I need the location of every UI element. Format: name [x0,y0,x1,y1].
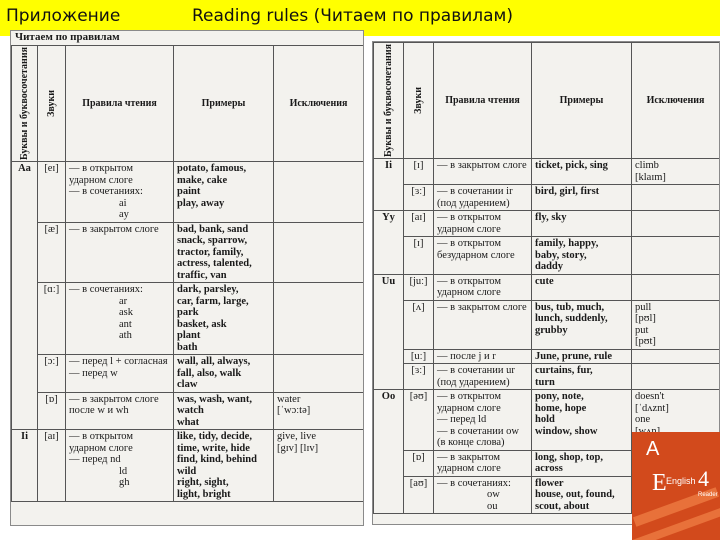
cover-letter: A [646,438,660,460]
rule-cell-line: — в закрытом слоге после w и wh [69,393,159,417]
rule-cell-line: — в открытом ударном слоге [437,275,501,299]
example-cell-line: actress, talented, [177,258,252,270]
exception-cell-line: [pʊl] [635,313,656,325]
example-cell-line: watch [177,405,204,417]
rule-cell [434,364,532,390]
header-rules: Правила чтения [434,43,532,159]
table-row [12,222,364,283]
exception-cell [274,162,364,223]
sound-cell: [uː] [404,349,434,364]
cover-grade: 4 [698,466,709,491]
rule-cell-line: — в открытом ударном слоге [437,212,501,235]
sound-cell: [ɒ] [404,450,434,476]
example-cell-line: light, bright [177,488,231,500]
exception-cell [632,300,720,349]
rule-cell-line: — в закрытом ударном слоге [437,451,501,475]
letter-cell: Uu [374,274,404,390]
exception-cell [274,283,364,355]
rule-cell-line: — в сочетаниях: [437,477,511,489]
letter-cell: Oo [374,390,404,514]
sound-cell: [əʊ] [404,390,434,451]
sound-cell: [aɪ] [404,211,434,237]
exception-cell-line: give, live [277,431,317,443]
example-cell [174,283,274,355]
header-letters: Буквы и буквосочетания [12,46,38,162]
example-cell [174,430,274,502]
example-cell-line: bus, tub, much, [535,301,605,313]
exception-cell [274,355,364,393]
exception-cell [274,222,364,283]
rule-cell-line: — в сочетании ur (под ударением) [437,365,515,388]
example-cell [532,274,632,300]
rule-cell-line: ld [119,465,128,477]
header-sounds: Звуки [38,46,66,162]
table-row [374,237,720,275]
rule-cell-line: — в открытом ударном слоге [69,163,133,186]
example-cell [532,300,632,349]
rule-cell-line: — в закрытом слоге [437,160,527,172]
table-row [374,185,720,211]
exception-cell-line: water [277,393,301,405]
example-cell-line: June, prune, rule [535,350,613,362]
exception-cell [632,185,720,211]
example-cell-line: long, shop, top, [535,451,603,463]
rule-cell-line: gh [119,477,130,489]
rule-cell-line: — в закрытом слоге [437,301,527,313]
example-cell-line: was, wash, want, [177,393,252,405]
rule-cell-line: ath [119,330,132,342]
exception-cell-line: climb [635,160,659,172]
example-cell [532,349,632,364]
exception-cell-line: [klaɪm] [635,171,666,183]
rule-cell-line: — в закрытом слоге [69,223,159,235]
rule-cell-line: — в открытом ударном слоге [69,431,133,454]
example-cell-line: ticket, pick, sing [535,160,608,172]
example-cell-line: snack, sparrow, [177,235,248,247]
example-cell-line: bird, girl, first [535,186,600,198]
example-cell-line: fly, sky [535,212,567,224]
letter-cell: Ii [12,430,38,502]
example-cell-line: like, tidy, decide, [177,431,252,443]
example-cell-line: what [177,416,200,428]
rule-cell [434,476,532,514]
example-cell-line: family, happy, [535,238,599,250]
example-cell-line: tractor, family, [177,246,244,258]
sound-cell: [ɑː] [38,283,66,355]
exception-cell-line: doesn't [635,391,665,403]
table-row [12,283,364,355]
rule-cell [434,274,532,300]
rule-cell [434,349,532,364]
example-cell [532,185,632,211]
example-cell [174,392,274,430]
example-cell-line: daddy [535,261,564,273]
rule-cell [434,390,532,451]
exception-cell-line: pull [635,301,652,313]
rule-cell-line: ou [487,500,498,512]
table-row [374,364,720,390]
letter-cell: Yy [374,211,404,275]
rule-cell [434,159,532,185]
example-cell-line: play, away [177,197,225,209]
rule-cell-line: — в открытом ударном слоге [437,391,501,414]
rule-cell [434,237,532,275]
example-cell [532,364,632,390]
example-cell-line: dark, parsley, [177,284,239,296]
rule-cell-line: ask [119,307,133,319]
table-row [374,211,720,237]
example-cell-line: plant [177,330,201,342]
rule-cell-line: — в сочетании ir (под ударением) [437,186,513,209]
rule-cell-line: — перед nd [69,454,121,466]
example-cell [532,211,632,237]
exception-cell-line: [ˈdʌznt] [635,402,669,414]
app-label: Приложение [6,6,121,26]
example-cell-line: potato, famous, [177,163,247,175]
exception-cell [274,392,364,430]
exception-cell [632,349,720,364]
table-row [12,392,364,430]
example-cell-line: find, kind, behind [177,454,257,466]
example-cell [532,237,632,275]
rule-cell [434,211,532,237]
rule-cell [66,392,174,430]
example-cell-line: turn [535,376,555,388]
example-cell-line: right, sight, [177,477,229,489]
example-cell-line: car, farm, large, [177,295,249,307]
rule-cell-line: ar [119,295,128,307]
example-cell-line: paint [177,186,201,198]
example-cell-line: across [535,463,563,475]
header-exceptions: Исключения [274,46,364,162]
letter-cell: Aa [12,162,38,430]
table-row [12,430,364,502]
example-cell-line: window, show [535,425,598,437]
example-cell-line: wall, all, always, [177,356,251,368]
letter-cell: Ii [374,159,404,211]
example-cell [174,162,274,223]
table-row [374,300,720,349]
exception-cell [632,274,720,300]
table-row [12,355,364,393]
example-cell-line: make, cake [177,174,228,186]
example-cell-line: claw [177,379,198,391]
exception-cell-line: [pʊt] [635,336,656,348]
sound-cell: [ɜː] [404,364,434,390]
example-cell [532,390,632,451]
rule-cell [434,185,532,211]
rule-cell [66,430,174,502]
header-letters: Буквы и буквосочетания [374,43,404,159]
header-rules: Правила чтения [66,46,174,162]
table-row [12,162,364,223]
rule-cell-line: — перед w [69,367,118,379]
example-cell [174,222,274,283]
cover-word: English [666,476,696,486]
header-exceptions: Исключения [632,43,720,159]
left-page-heading: Читаем по правилам [15,31,120,43]
rule-cell-line: — после j и r [437,350,496,362]
rule-cell-line: ow [487,489,500,501]
exception-cell [632,237,720,275]
cover-sub: Reader [698,492,718,498]
rule-cell [434,450,532,476]
example-cell-line: wild [177,465,197,477]
rule-cell [66,355,174,393]
exception-cell [632,211,720,237]
example-cell-line: grubby [535,324,568,336]
example-cell-line: traffic, van [177,269,227,281]
header-examples: Примеры [532,43,632,159]
rule-cell-line: ay [119,209,129,221]
example-cell-line: hold [535,414,555,426]
example-cell [532,450,632,476]
example-cell-line: scout, about [535,500,590,512]
left-scan-page [10,30,364,526]
sound-cell: [aʊ] [404,476,434,514]
example-cell-line: park [177,307,199,319]
exception-cell-line: one [635,414,651,426]
example-cell-line: basket, ask [177,318,227,330]
example-cell-line: house, out, found, [535,489,615,501]
example-cell-line: fall, also, walk [177,367,242,379]
sound-cell: [juː] [404,274,434,300]
example-cell [532,159,632,185]
sound-cell: [ɪ] [404,237,434,275]
rule-cell-line: — в сочетании ow (в конце слова) [437,425,519,449]
rule-cell-line: — перед ld [437,414,487,426]
rule-cell [66,283,174,355]
table-row [374,349,720,364]
book-cover-thumbnail [632,432,720,540]
example-cell [174,355,274,393]
example-cell-line: time, write, hide [177,442,250,454]
sound-cell: [ɔː] [38,355,66,393]
sound-cell: [ʌ] [404,300,434,349]
sound-cell: [æ] [38,222,66,283]
sound-cell: [ɜː] [404,185,434,211]
rule-cell-line: — в сочетаниях: [69,284,143,296]
rule-cell-line: — в сочетаниях: [69,186,143,198]
example-cell-line: home, hope [535,402,587,414]
rule-cell [66,162,174,223]
sound-cell: [ɪ] [404,159,434,185]
rule-cell-line: ai [119,197,127,209]
example-cell-line: pony, note, [535,391,584,403]
table-row [374,159,720,185]
exception-cell-line: [gɪv] [lɪv] [277,442,319,454]
rule-cell [66,222,174,283]
example-cell-line: bath [177,341,198,353]
example-cell-line: flower [535,477,564,489]
left-rules-body [12,162,364,502]
exception-cell [632,159,720,185]
sound-cell: [ɒ] [38,392,66,430]
rule-cell-line: — в открытом безударном слоге [437,238,515,261]
exception-cell-line: [ˈwɔːtə] [277,405,311,417]
rule-cell-line: ant [119,318,132,330]
exception-cell [632,364,720,390]
left-rules-table [11,45,364,502]
example-cell-line: baby, story, [535,249,587,261]
table-row [374,274,720,300]
cover-e: E [652,470,667,496]
sound-cell: [aɪ] [38,430,66,502]
sound-cell: [eɪ] [38,162,66,223]
page-title: Reading rules (Читаем по правилам) [192,6,514,26]
example-cell-line: lunch, suddenly, [535,313,608,325]
example-cell-line: cute [535,275,554,287]
example-cell-line: bad, bank, sand [177,223,249,235]
rule-cell-line: — перед l + согласная [69,356,168,368]
exception-cell [274,430,364,502]
example-cell-line: curtains, fur, [535,365,593,377]
rule-cell [434,300,532,349]
exception-cell-line: put [635,324,649,336]
header-sounds: Звуки [404,43,434,159]
example-cell [532,476,632,514]
header-examples: Примеры [174,46,274,162]
